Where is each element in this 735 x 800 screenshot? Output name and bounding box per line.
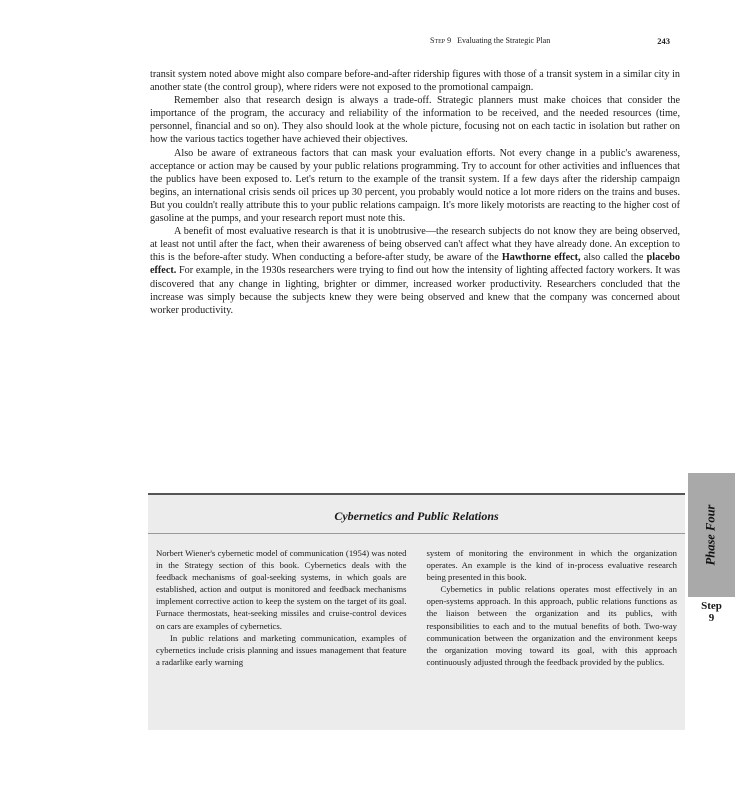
- sidebar-box-columns: [156, 547, 677, 668]
- key-term-placebo-effect: placebo effect.: [150, 252, 681, 277]
- paragraph: In public relations and marketing communication, examples of cybernetics include crisis planning and issues management that feature a radarlike early warning: [156, 632, 407, 667]
- running-head: [430, 36, 550, 45]
- sidebar-box-right-column: [427, 547, 678, 668]
- phase-label: Phase Four: [703, 504, 718, 566]
- paragraph: Norbert Wiener's cybernetic model of communication (1954) was noted in the Strategy section of this book. Cybernetics deals with the feedback mechanisms of goal-seeking systems, in which goals are established, action and output is monitored and feedback mechanisms implement corrective action to keep the system on the target of its goal. Furnace thermostats, heat-seeking missiles and cruise-control devices on cars are examples of cybernetics.: [156, 548, 407, 631]
- step-tab-word: Step: [701, 600, 722, 612]
- paragraph-text: also called the: [580, 252, 647, 264]
- paragraph: transit system noted above might also compare before-and-after ridership figures with those of a transit system in a similar city in another state (the control group), where riders were not exposed to the promotional campaign.: [150, 69, 680, 94]
- sidebar-box-title: Cybernetics and Public Relations: [334, 509, 499, 523]
- running-header: [150, 36, 680, 50]
- step-tab-number: 9: [708, 612, 715, 624]
- paragraph: Cybernetics in public relations operates most effectively in an open-systems approach. In this approach, public relations functions as the liaison between the organization and its publics, with responsibilities to each and to the mutual benefits of both. Two-way communication between the organization and the environment keeps the organization moving toward its goal, with this approach continuously adjusted through the feedback provided by the publics.: [426, 584, 677, 667]
- header-chapter-title: Evaluating the Strategic Plan: [457, 36, 551, 45]
- paragraph-text: For example, in the 1930s researchers were trying to find out how the intensity of lighting affected factory workers. It was discovered that any change in lighting, brighter or dimmer, increased worker productivity. Researchers concluded that the increase was simply because the subjects knew they were being observed and knew that the company was concerned about worker productivity.: [150, 265, 680, 316]
- sidebar-box-left-column: [156, 547, 407, 668]
- paragraph: [150, 225, 680, 317]
- body-text: [150, 68, 680, 317]
- phase-tab: [688, 473, 735, 597]
- paragraph: Remember also that research design is always a trade-off. Strategic planners must make choices that consider the importance of the program, the accuracy and reliability of the information to be received, and the needed resources (time, personnel, financial and so on). They also should look at the whole picture, focusing not on each tactic in isolation but rather on how the various tactics together have achieved their objectives.: [150, 95, 680, 146]
- paragraph: Also be aware of extraneous factors that can mask your evaluation efforts. Not every change in a public's awareness, acceptance or action may be caused by your public relations programming. Try to account for other activities and influences that the publics have been exposed to. Let's return to the example of the transit system. If a few days after the ridership campaign begins, an international crisis sends oil prices up 30 percent, you probably would notice a lot more riders on the trains and buses. But you couldn't really attribute this to your public relations campaign. It's more likely motorists are reacting to the higher cost of gasoline at the pumps, and your research report must note this.: [150, 147, 680, 225]
- sidebar-box: [148, 493, 685, 730]
- step-tab: [688, 600, 735, 624]
- key-term-hawthorne-effect: Hawthorne effect,: [501, 252, 581, 264]
- divider: [148, 533, 685, 534]
- paragraph: system of monitoring the environment in which the organization operates. An example is the kind of in-process evaluative research being presented in this book.: [426, 548, 677, 583]
- header-step-label: Step 9: [430, 36, 452, 45]
- paragraph-text: A benefit of most evaluative research is that it is unobtrusive—the research subjects do not know they are being observed, at least not until after the fact, when their awareness of being observed can't affect what they have already done. An exception to this is the before-after study. When conducting a before-after study, be aware of the: [150, 226, 680, 264]
- page-number: 243: [657, 36, 670, 46]
